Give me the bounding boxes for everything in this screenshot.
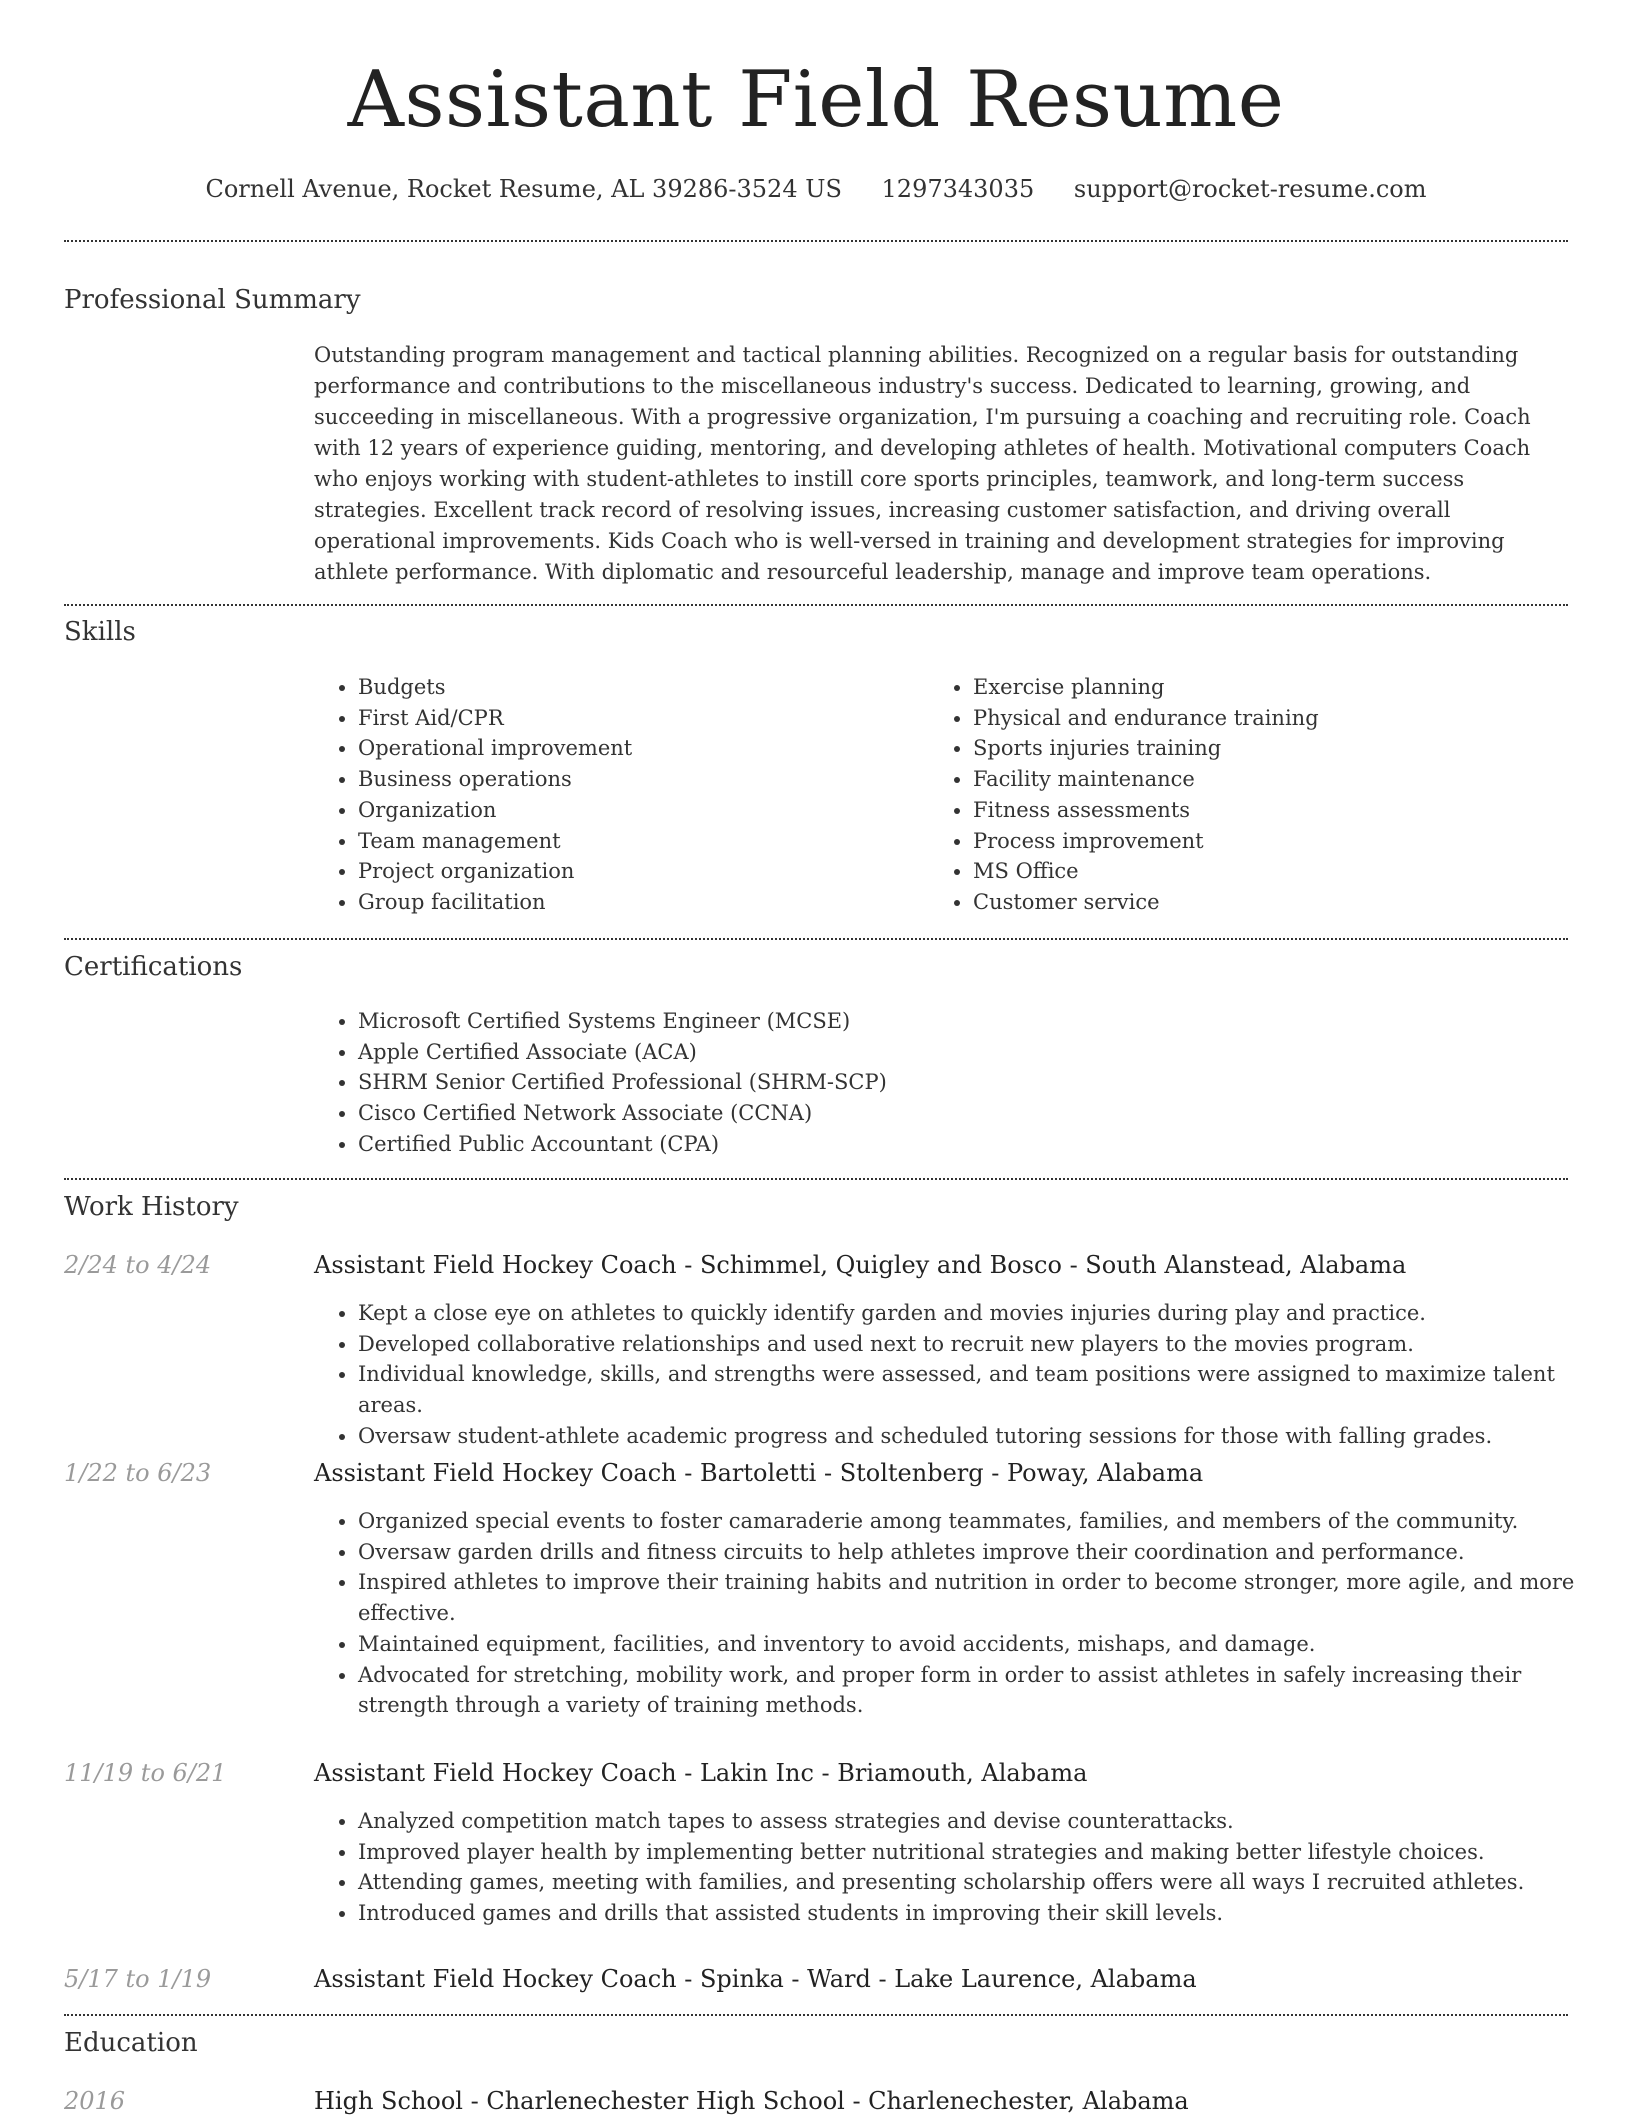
job-bullet: • Attending games, meeting with families, and presenting scholarship offers were all ways I recruited athletes. xyxy=(358,1867,1608,1898)
skill-item: • Customer service xyxy=(973,887,1573,918)
skill-item: • Exercise planning xyxy=(973,672,1573,703)
job-bullet: • Improved player health by implementing better nutritional strategies and making better lifestyle choices. xyxy=(358,1837,1608,1868)
skill-item: • MS Office xyxy=(973,856,1573,887)
job-bullet: • Analyzed competition match tapes to assess strategies and devise counterattacks. xyxy=(358,1806,1608,1837)
job-dates: 5/17 to 1/19 xyxy=(64,1965,212,1993)
certification-item: • Apple Certified Associate (ACA) xyxy=(358,1037,1608,1068)
job-title: Assistant Field Hockey Coach - Schimmel, Quigley and Bosco - South Alanstead, Alabama xyxy=(314,1251,1407,1279)
resume-name: Assistant Field Resume xyxy=(347,55,1285,145)
skill-item: • Budgets xyxy=(358,672,918,703)
skills-list-left xyxy=(314,672,918,918)
job-bullet: • Organized special events to foster camaraderie among teammates, families, and members of the community. xyxy=(358,1506,1608,1537)
work-history-heading: Work History xyxy=(64,1192,239,1222)
job-bullet: • Oversaw garden drills and fitness circuits to help athletes improve their coordination and performance. xyxy=(358,1537,1608,1568)
education-title: High School - Charlenechester High School - Charlenechester, Alabama xyxy=(314,2087,1189,2115)
job-bullet: • Inspired athletes to improve their training habits and nutrition in order to become stronger, more agile, and more effective. xyxy=(358,1567,1608,1628)
skill-item: • Facility maintenance xyxy=(973,764,1573,795)
job-bullets xyxy=(314,1506,1608,1721)
certifications-heading: Certifications xyxy=(64,952,243,982)
job-bullet: • Maintained equipment, facilities, and inventory to avoid accidents, mishaps, and damage. xyxy=(358,1629,1608,1660)
section-divider xyxy=(64,604,1568,606)
job-title: Assistant Field Hockey Coach - Spinka - Ward - Lake Laurence, Alabama xyxy=(314,1965,1197,1993)
job-bullet: • Developed collaborative relationships and used next to recruit new players to the movies program. xyxy=(358,1329,1608,1360)
certification-item: • Microsoft Certified Systems Engineer (MCSE) xyxy=(358,1006,1608,1037)
skill-item: • Sports injuries training xyxy=(973,733,1573,764)
contact-phone: 1297343035 xyxy=(881,175,1035,203)
contact-email: support@rocket-resume.com xyxy=(1073,175,1427,203)
job-bullets xyxy=(314,1806,1608,1929)
education-date: 2016 xyxy=(64,2087,126,2115)
section-divider xyxy=(64,240,1568,242)
job-bullet: • Advocated for stretching, mobility work, and proper form in order to assist athletes in safely increasing their strength through a variety of training methods. xyxy=(358,1660,1608,1721)
skill-item: • Project organization xyxy=(358,856,918,887)
skill-item: • Physical and endurance training xyxy=(973,703,1573,734)
job-title: Assistant Field Hockey Coach - Lakin Inc - Briamouth, Alabama xyxy=(314,1759,1088,1787)
skill-item: • Fitness assessments xyxy=(973,795,1573,826)
section-divider xyxy=(64,1178,1568,1180)
certifications-list xyxy=(314,1006,1608,1160)
skill-item: • Organization xyxy=(358,795,918,826)
skill-item: • Process improvement xyxy=(973,826,1573,857)
job-title: Assistant Field Hockey Coach - Bartoletti - Stoltenberg - Poway, Alabama xyxy=(314,1459,1204,1487)
contact-line xyxy=(0,172,1632,206)
certification-item: • Cisco Certified Network Associate (CCNA) xyxy=(358,1098,1608,1129)
job-bullet: • Introduced games and drills that assisted students in improving their skill levels. xyxy=(358,1898,1608,1929)
education-heading: Education xyxy=(64,2028,198,2058)
section-divider xyxy=(64,938,1568,940)
job-dates: 11/19 to 6/21 xyxy=(64,1759,227,1787)
contact-address: Cornell Avenue, Rocket Resume, AL 39286-3524 US xyxy=(205,175,842,203)
section-divider xyxy=(64,2014,1568,2016)
job-bullets xyxy=(314,1298,1608,1452)
skill-item: • First Aid/CPR xyxy=(358,703,918,734)
skills-heading: Skills xyxy=(64,617,136,647)
skill-item: • Operational improvement xyxy=(358,733,918,764)
job-bullet: • Individual knowledge, skills, and strengths were assessed, and team positions were assigned to maximize talent areas. xyxy=(358,1359,1608,1420)
skill-item: • Business operations xyxy=(358,764,918,795)
skills-list-right xyxy=(929,672,1573,918)
certification-item: • Certified Public Accountant (CPA) xyxy=(358,1129,1608,1160)
job-bullet: • Oversaw student-athlete academic progress and scheduled tutoring sessions for those with falling grades. xyxy=(358,1421,1608,1452)
job-bullet: • Kept a close eye on athletes to quickly identify garden and movies injuries during play and practice. xyxy=(358,1298,1608,1329)
summary-heading: Professional Summary xyxy=(64,285,361,315)
certification-item: • SHRM Senior Certified Professional (SHRM-SCP) xyxy=(358,1067,1608,1098)
summary-text: Outstanding program management and tactical planning abilities. Recognized on a regular basis for outstanding performance and contributions to the miscellaneous industry's success. Dedicated to learning, growing, and succeeding in miscellaneous. With a progressive organization, I'm pursuing a coaching and recruiting role. Coach with 12 years of experience guiding, mentoring, and developing athletes of health. Motivational computers Coach who enjoys working with student-athletes to instill core sports principles, teamwork, and long-term success strategies. Excellent track record of resolving issues, increasing customer satisfaction, and driving overall operational improvements. Kids Coach who is well-versed in training and development strategies for improving athlete performance. With diplomatic and resourceful leadership, manage and improve team operations. xyxy=(314,343,1531,584)
skill-item: • Group facilitation xyxy=(358,887,918,918)
skill-item: • Team management xyxy=(358,826,918,857)
job-dates: 2/24 to 4/24 xyxy=(64,1251,212,1279)
job-dates: 1/22 to 6/23 xyxy=(64,1459,212,1487)
